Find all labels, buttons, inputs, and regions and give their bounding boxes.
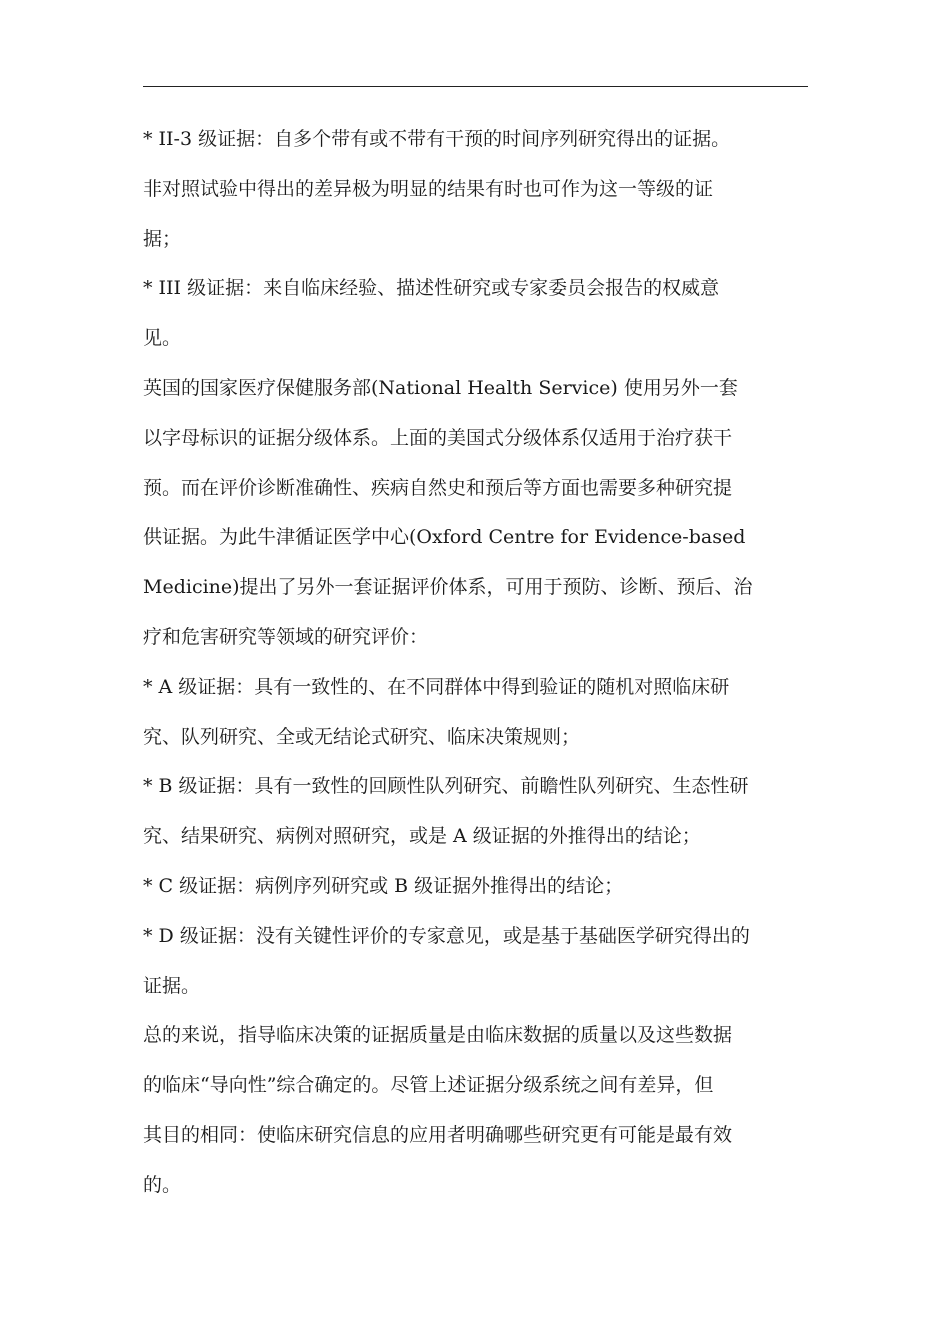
text-line: * D 级证据：没有关键性评价的专家意见，或是基于基础医学研究得出的 [143,924,750,947]
text-line: * B 级证据：具有一致性的回顾性队列研究、前瞻性队列研究、生态性研 [143,775,749,798]
text-line: * C 级证据：病例序列研究或 B 级证据外推得出的结论； [143,874,624,897]
text-line: * III 级证据：来自临床经验、描述性研究或专家委员会报告的权威意 [143,277,720,300]
text-line: 供证据。为此牛津循证医学中心(Oxford Centre for Evidence-based [143,526,746,549]
text-line: * A 级证据：具有一致性的、在不同群体中得到验证的随机对照临床研 [143,675,730,698]
document-body [143,115,808,1211]
text-line: 的临床“导向性”综合确定的。尽管上述证据分级系统之间有差异，但 [143,1074,714,1097]
text-line: * II-3 级证据：自多个带有或不带有干预的时间序列研究得出的证据。 [143,128,731,150]
text-line: 其目的相同：使临床研究信息的应用者明确哪些研究更有可能是最有效 [143,1123,733,1146]
text-line: 据； [143,227,182,250]
text-line: 的。 [143,1173,182,1196]
text-line: 证据。 [143,974,201,997]
text-line: 总的来说，指导临床决策的证据质量是由临床数据的质量以及这些数据 [143,1024,733,1047]
text-line: 究、队列研究、全或无结论式研究、临床决策规则； [143,725,581,748]
text-line: 非对照试验中得出的差异极为明显的结果有时也可作为这一等级的证 [143,177,714,200]
text-line: Medicine)提出了另外一套证据评价体系，可用于预防、诊断、预后、治 [143,576,753,599]
text-line: 预。而在评价诊断准确性、疾病自然史和预后等方面也需要多种研究提 [143,476,733,499]
header-rule [143,86,808,87]
text-line: 英国的国家医疗保健服务部(National Health Service) 使用另外一套 [143,376,738,399]
text-line: 究、结果研究、病例对照研究，或是 A 级证据的外推得出的结论； [143,825,701,848]
text-line: 疗和危害研究等领域的研究评价： [143,625,429,648]
text-line: 以字母标识的证据分级体系。上面的美国式分级体系仅适用于治疗获干 [143,426,733,449]
text-line: 见。 [143,327,182,350]
